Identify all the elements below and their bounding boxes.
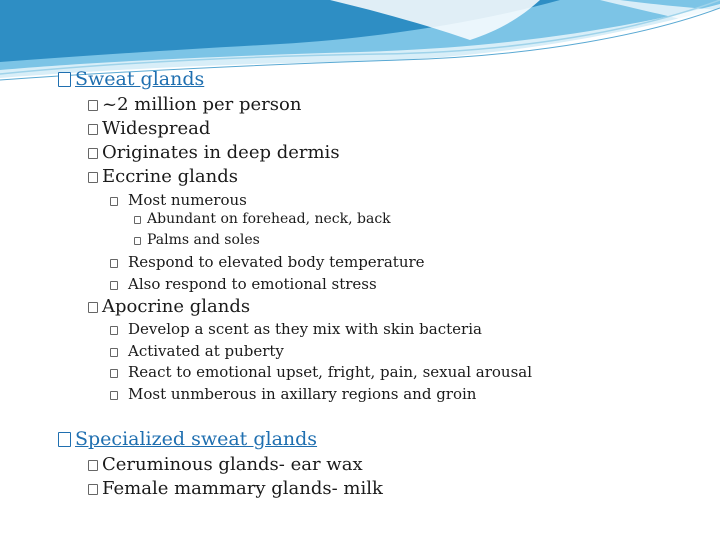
bullet-icon	[110, 281, 118, 290]
bullet-icon	[88, 124, 98, 135]
section-heading-specialized-sweat-glands: Specialized sweat glands	[58, 428, 317, 450]
bullet-icon	[88, 172, 98, 183]
bullet-icon	[58, 432, 71, 447]
bullet-item: Ceruminous glands- ear wax	[88, 454, 363, 475]
bullet-icon	[110, 391, 118, 400]
bullet-item: Eccrine glands	[88, 166, 238, 187]
bullet-item: Activated at puberty	[110, 342, 284, 360]
section-heading-sweat-glands: Sweat glands	[58, 68, 204, 90]
bullet-item: ~2 million per person	[88, 94, 301, 115]
bullet-icon	[110, 259, 118, 268]
bullet-icon	[110, 348, 118, 357]
bullet-item: Most numerous	[110, 191, 247, 209]
bullet-icon	[88, 302, 98, 313]
bullet-item: Palms and soles	[134, 232, 260, 248]
bullet-item: Female mammary glands- milk	[88, 478, 383, 499]
bullet-icon	[88, 100, 98, 111]
bullet-item: Abundant on forehead, neck, back	[134, 211, 391, 227]
bullet-icon	[88, 460, 98, 471]
bullet-item: Originates in deep dermis	[88, 142, 340, 163]
bullet-item: Respond to elevated body temperature	[110, 253, 425, 271]
bullet-item: Also respond to emotional stress	[110, 275, 377, 293]
bullet-icon	[88, 484, 98, 495]
bullet-icon	[110, 197, 118, 206]
bullet-item: React to emotional upset, fright, pain, sexual arousal	[110, 363, 532, 381]
bullet-icon	[110, 369, 118, 378]
bullet-item: Apocrine glands	[88, 296, 250, 317]
bullet-icon	[58, 72, 71, 87]
bullet-item: Most unmberous in axillary regions and groin	[110, 385, 476, 403]
bullet-icon	[134, 237, 141, 245]
bullet-icon	[88, 148, 98, 159]
bullet-item: Widespread	[88, 118, 210, 139]
bullet-icon	[110, 326, 118, 335]
bullet-item: Develop a scent as they mix with skin bacteria	[110, 320, 482, 338]
bullet-icon	[134, 216, 141, 224]
